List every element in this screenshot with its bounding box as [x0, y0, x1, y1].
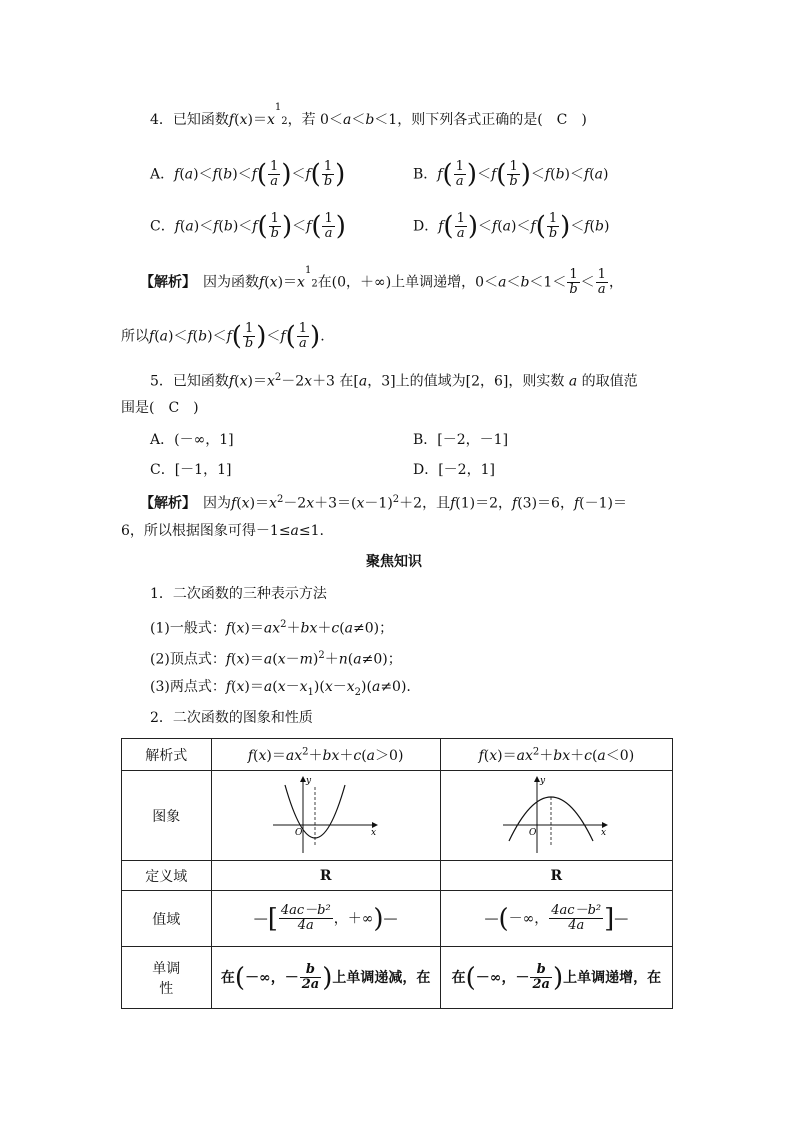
q5-option-b: B．[－2，－1] — [413, 432, 509, 448]
range-negative: —(－∞， $\frac{\text{4ac－b²}}{4a}$ ]— — [440, 891, 672, 947]
table-row-domain-label: 定义域 — [122, 861, 212, 891]
table-header-a-negative: $f(x)=ax^2+bx+c(a<0)$ — [440, 739, 672, 771]
q4-stem: 4．已知函数$f(x)=x^12$，若 0＜a＜b＜1，则下列各式正确的是( C ) — [150, 102, 587, 128]
quadratic-properties-table — [121, 738, 673, 1009]
q5-stem-line1: 5．已知函数$f(x)=x^2-2x+3$ 在[a，3]上的值域为[2，6]，则实数 a 的取值范 — [150, 372, 638, 390]
q4-option-d: D．f( $\frac{1}{a}$ )＜f(a)＜f( $\frac{1}{b}$ )＜f(b) — [413, 211, 610, 242]
table-row-graph-label: 图象 — [122, 771, 212, 861]
domain-negative: R — [440, 861, 672, 891]
q4-analysis-line1: 【解析】 因为函数$f(x)=x^12$在(0，＋∞)上单调递增，0＜a＜b＜1＜ $\frac{1}{b}$ ＜ $\frac{1}{a}$ ， — [140, 264, 623, 297]
q5-stem-line2: 围是( C ) — [121, 400, 199, 416]
q5-analysis-line1: 【解析】 因为$f(x)=x^2-2x+3=(x-1)^2+2$，且f(1)＝2，f(3)＝6，f(－1)＝ — [140, 494, 627, 512]
y-axis-label: y — [540, 775, 546, 786]
range-positive: —[ $\frac{\text{4ac－b²}}{4a}$ ，＋∞)— — [211, 891, 440, 947]
section-item1-2: (2)顶点式：$f(x)=a(x-m)^2+n(a\ne 0)$； — [150, 650, 402, 668]
x-axis-label: x — [601, 827, 607, 838]
x-axis-label: x — [370, 827, 376, 838]
table-header-a-positive: $f(x)=ax^2+bx+c(a>0)$ — [211, 739, 440, 771]
section-item1-3: (3)两点式：$f(x)=a(x-x_1)(x-x_2)(a\ne 0)$. — [150, 679, 411, 698]
table-row-monotonic-label: 单调 性 — [122, 947, 212, 1009]
section-title: 聚焦知识 — [366, 554, 422, 570]
q5-analysis-line2: 6，所以根据图象可得－1≤a≤1. — [121, 523, 324, 539]
monotonic-negative: 在(－∞，－ $\frac{b}{2a}$ )上单调递增，在 — [440, 947, 672, 1009]
table-header-expr: 解析式 — [122, 739, 212, 771]
table-row-range-label: 值域 — [122, 891, 212, 947]
q5-option-d: D．[－2，1] — [413, 462, 495, 478]
monotonic-positive: 在(－∞，－ $\frac{b}{2a}$ )上单调递减，在 — [211, 947, 440, 1009]
section-item2: 2．二次函数的图象和性质 — [150, 710, 313, 726]
q5-option-c: C．[－1，1] — [150, 462, 232, 478]
q4-option-b: B．f( $\frac{1}{a}$ )＜f( $\frac{1}{b}$ )＜f(b)＜f(a) — [413, 159, 609, 190]
downward-parabola-graph — [501, 773, 611, 855]
upward-parabola-graph — [271, 773, 381, 855]
section-item1-1: (1)一般式：$f(x)=ax^2+bx+c(a\ne 0)$； — [150, 619, 394, 637]
graph-upward-parabola — [211, 771, 440, 861]
section-item1: 1．二次函数的三种表示方法 — [150, 586, 327, 602]
q4-option-c: C．f(a)＜f(b)＜f( $\frac{1}{b}$ )＜f( $\frac{1}{a}$ ) — [150, 211, 346, 242]
graph-downward-parabola — [440, 771, 672, 861]
domain-positive: R — [211, 861, 440, 891]
origin-label: O — [294, 827, 303, 838]
q5-option-a: A．(－∞，1] — [150, 432, 234, 448]
q4-option-a: A．f(a)＜f(b)＜f( $\frac{1}{a}$ )＜f( $\frac{1}{b}$ ) — [150, 159, 346, 190]
q4-analysis-line2: 所以f(a)＜f(b)＜f( $\frac{1}{b}$ )＜f( $\frac{1}{a}$ ). — [121, 321, 325, 352]
origin-label: O — [529, 827, 537, 838]
y-axis-label: y — [305, 775, 311, 786]
